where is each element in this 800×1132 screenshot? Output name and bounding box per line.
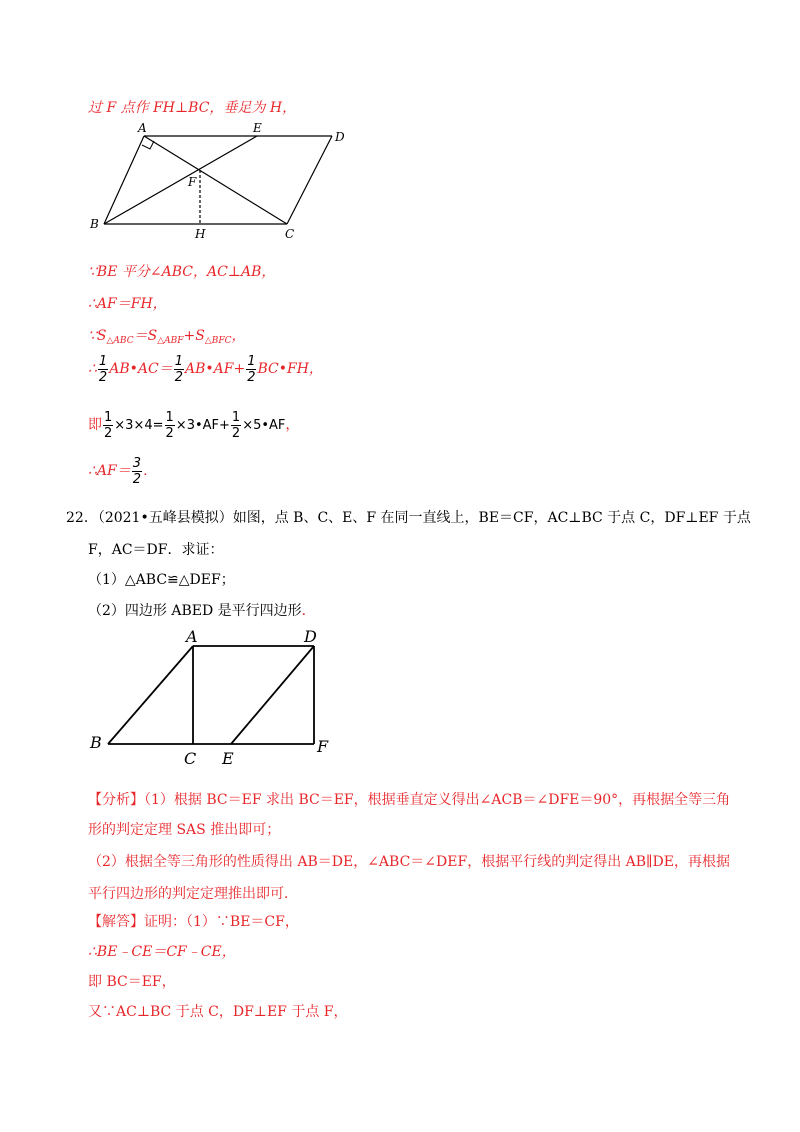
problem-statement-1: 22．（2021•五峰县模拟）如图，点 B、C、E、F 在同一直线上，BE＝CF，AC⊥BC 于点 C，DF⊥EF 于点 bbox=[66, 510, 751, 526]
question-1: （1）△ABC≌△DEF； bbox=[88, 572, 235, 588]
analysis-line-4: 平行四边形的判定定理推出即可． bbox=[88, 886, 298, 902]
analysis-line-1: 【分析】（1）根据 BC＝EF 求出 BC＝EF，根据垂直定义得出∠ACB＝∠DFE＝90°，再根据全等三角 bbox=[88, 792, 731, 808]
label2-A: A bbox=[186, 627, 198, 646]
label-A: A bbox=[138, 121, 147, 135]
label-B: B bbox=[90, 217, 99, 231]
analysis-line-2: 形的判定定理 SAS 推出即可； bbox=[88, 822, 281, 838]
analysis-line-3: （2）根据全等三角形的性质得出 AB＝DE，∠ABC＝∠DEF，根据平行线的判定得出 AB∥DE，再根据 bbox=[88, 854, 730, 870]
diagram-parallelogram-bisector bbox=[82, 118, 362, 246]
answer-af: ∴AF＝ $\frac{3}{2}$ ． bbox=[88, 455, 158, 487]
label-F: F bbox=[188, 175, 197, 189]
label2-E: E bbox=[222, 749, 234, 768]
diagram-parallelogram-abed bbox=[86, 624, 346, 770]
reason-af-fh: ∴AF＝FH， bbox=[88, 296, 167, 312]
label2-B: B bbox=[90, 733, 102, 752]
numeric-equation: 即 $\frac{1}{2}$ ×3×4= $\frac{1}{2}$ ×3•AF+ $\frac{1}{2}$ ×5•AF， bbox=[88, 409, 300, 441]
solution-line-4: 又∵AC⊥BC 于点 C，DF⊥EF 于点 F， bbox=[88, 1004, 348, 1020]
question-2: （2）四边形 ABED 是平行四边形． bbox=[88, 603, 316, 619]
label2-C: C bbox=[184, 749, 197, 768]
problem-statement-2: F，AC＝DF．求证： bbox=[88, 542, 224, 558]
label-C: C bbox=[285, 227, 295, 241]
label-H: H bbox=[195, 227, 206, 241]
reason-area-sum: $\because S_{\triangle ABC}=S_{\triangle ABF}+S_{\triangle BFC}$， bbox=[88, 328, 246, 346]
solution-line-1: 【解答】证明：（1）∵BE＝CF， bbox=[88, 914, 299, 930]
label-D: D bbox=[335, 130, 345, 144]
solution-line-3: 即 BC＝EF， bbox=[88, 974, 176, 990]
solution-tag: 【解答】 bbox=[88, 914, 144, 930]
area-equation: ∴ $\frac{1}{2}$ AB•AC＝ $\frac{1}{2}$ AB•AF+ $\frac{1}{2}$ BC•FH， bbox=[88, 353, 323, 385]
label2-D: D bbox=[304, 627, 317, 646]
analysis-tag: 【分析】 bbox=[88, 792, 144, 808]
label-E: E bbox=[253, 121, 262, 135]
construct-line: 过 F 点作 FH⊥BC，垂足为 H， bbox=[88, 100, 297, 116]
reason-bisector: ∵BE 平分∠ABC，AC⊥AB， bbox=[88, 264, 276, 280]
solution-line-2: ∴BE﹣CE＝CF﹣CE， bbox=[88, 944, 236, 960]
label2-F: F bbox=[317, 737, 329, 756]
